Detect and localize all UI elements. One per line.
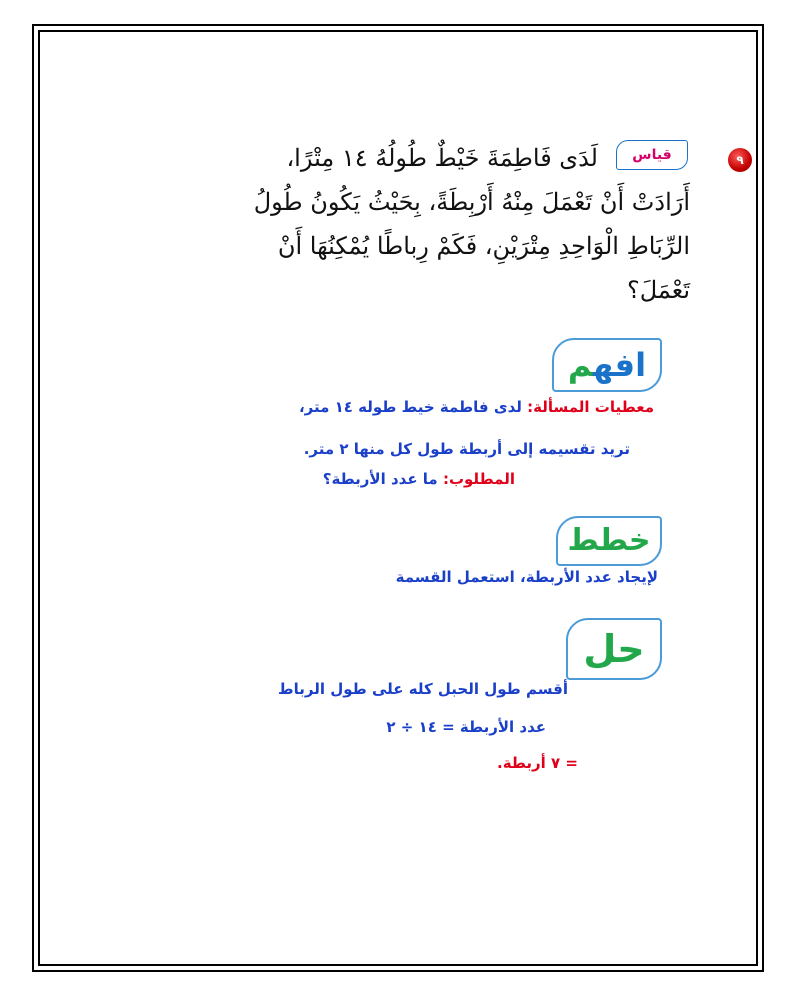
question-number-badge: ٩ [728, 148, 752, 172]
given-text-2: تريد تقسيمه إلى أربطة طول كل منها ٢ متر. [303, 440, 630, 458]
required-line [323, 470, 515, 488]
given-line [299, 398, 654, 416]
given-label: معطيات المسألة: [527, 398, 654, 416]
solve-heading: حل [566, 618, 662, 680]
understand-heading [552, 338, 662, 392]
problem-line: لَدَى فَاطِمَةَ خَيْطٌ طُولُهُ ١٤ مِتْرًا، [286, 144, 598, 172]
plan-heading: خطط [556, 516, 662, 566]
plan-text: لإيجاد عدد الأربطة، استعمل القسمة [395, 568, 658, 586]
solve-line-3: = ٧ أربطة. [497, 754, 578, 772]
problem-line: أَرَادَتْ أَنْ تَعْمَلَ مِنْهُ أَرْبِطَةً، بِحَيْثُ يَكُونُ طُولُ [253, 188, 690, 216]
required-text: ما عدد الأربطة؟ [322, 470, 438, 488]
problem-statement [150, 136, 690, 312]
understand-heading-part1: افه [593, 346, 647, 384]
problem-line: تَعْمَلَ؟ [626, 276, 690, 304]
given-text: لدى فاطمة خيط طوله ١٤ متر، [298, 398, 522, 416]
solve-line-2: عدد الأربطة = ١٤ ÷ ٢ [386, 718, 546, 736]
measure-tag: قياس [616, 140, 688, 170]
solve-line-1: أقسم طول الحبل كله على طول الرباط [278, 680, 568, 698]
required-label: المطلوب: [442, 470, 515, 488]
problem-line: الرِّبَاطِ الْوَاحِدِ مِتْرَيْنِ، فَكَمْ رِباطًا يُمْكِنُهَا أَنْ [277, 232, 690, 260]
understand-heading-part2: م [567, 346, 594, 384]
